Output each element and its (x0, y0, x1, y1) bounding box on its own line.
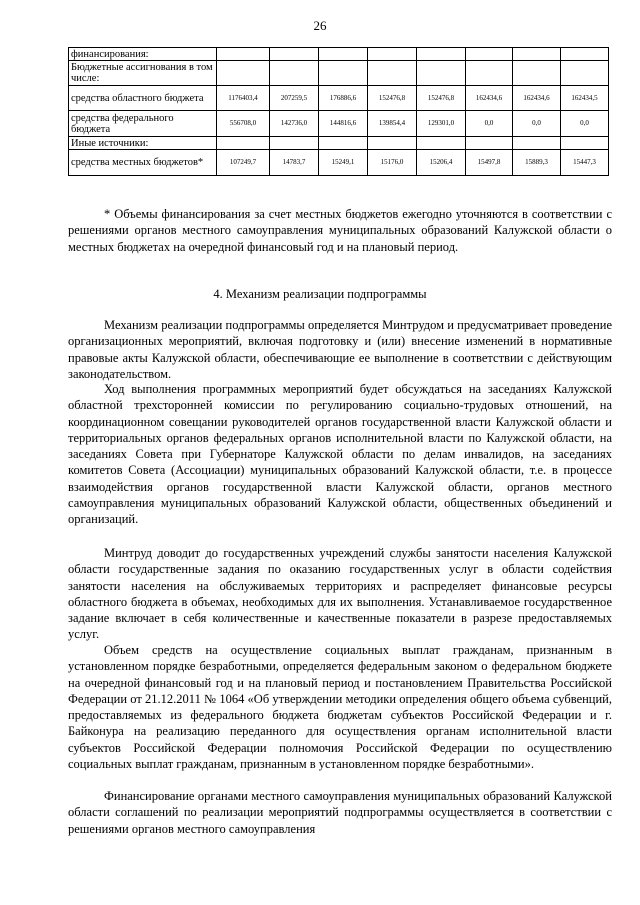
table-cell (270, 48, 319, 61)
table-cell: 15889,3 (513, 150, 561, 176)
table-cell: 152476,8 (368, 86, 417, 111)
table-cell (319, 137, 368, 150)
table-cell: 15497,8 (466, 150, 513, 176)
table-cell: 0,0 (513, 111, 561, 137)
table-cell (217, 137, 270, 150)
table-cell: 1176403,4 (217, 86, 270, 111)
table-cell (270, 61, 319, 86)
table-cell: 129301,0 (417, 111, 466, 137)
row-label: средства областного бюджета (69, 86, 217, 111)
paragraph-mechanism: Механизм реализации подпрограммы определяется Минтрудом и предусматривает проведение организационных мероприятий, включая подготовку и (или) внесение изменений в нормативные правовые акты Калужской области, обеспечивающие ее выполнение в соответствии с действующим законодательством. (68, 318, 612, 381)
table-cell: 15447,3 (561, 150, 609, 176)
financing-table (68, 47, 609, 176)
table-cell (319, 48, 368, 61)
table-cell (561, 137, 609, 150)
table-cell (513, 137, 561, 150)
table-row (69, 150, 609, 176)
table-cell: 176886,6 (319, 86, 368, 111)
page-number: 26 (313, 18, 327, 33)
table-cell: 15206,4 (417, 150, 466, 176)
row-label: финансирования: (69, 48, 217, 61)
table-cell: 556708,0 (217, 111, 270, 137)
table-cell (270, 137, 319, 150)
row-label: Бюджетные ассигнования в том числе: (69, 61, 217, 86)
table-cell (417, 48, 466, 61)
table-cell (561, 61, 609, 86)
table-cell: 15176,0 (368, 150, 417, 176)
table-cell: 14783,7 (270, 150, 319, 176)
table-cell (466, 61, 513, 86)
table-cell: 15249,1 (319, 150, 368, 176)
table-cell: 0,0 (561, 111, 609, 137)
table-row (69, 111, 609, 137)
table-cell: 144816,6 (319, 111, 368, 137)
row-label: средства местных бюджетов* (69, 150, 217, 176)
table-cell (217, 48, 270, 61)
table-cell: 162434,5 (561, 86, 609, 111)
table-cell: 162434,6 (466, 86, 513, 111)
table-row (69, 48, 609, 61)
table-cell: 139854,4 (368, 111, 417, 137)
table-cell: 152476,8 (417, 86, 466, 111)
table-cell: 0,0 (466, 111, 513, 137)
paragraph-mintrud: Минтруд доводит до государственных учреждений службы занятости населения Калужской области государственные задания по оказанию государственных услуг в области содействия занятости населения на обслуживаемых территориях и распределяет финансовые ресурсы областного бюджета в объемах, необходимых для их выполнения. Устанавливаемое государственное задание включает в себя количественные и качественные показатели в разрезе предоставляемых услуг. (68, 546, 612, 642)
table-cell: 107249,7 (217, 150, 270, 176)
paragraph-progress: Ход выполнения программных мероприятий будет обсуждаться на заседаниях Калужской областной трехсторонней комиссии по регулированию социально-трудовых отношений, на координационном совещании руководителей органов государственной власти Калужской области и территориальных органов федеральных органов исполнительной власти по Калужской области, на заседаниях Совета при Губернаторе Калужской области по делам инвалидов, на заседаниях комитетов Совета (Ассоциации) муниципальных образований Калужской области, т.е. в процессе взаимодействия органов государственной власти Калужской области, органов местного самоуправления муниципальных образований Калужской области, общественных объединений и организаций. (68, 382, 612, 527)
row-label: средства федерального бюджета (69, 111, 217, 137)
table-row (69, 61, 609, 86)
table-cell (417, 137, 466, 150)
row-label: Иные источники: (69, 137, 217, 150)
table-cell: 162434,6 (513, 86, 561, 111)
table-row (69, 86, 609, 111)
table-cell (466, 48, 513, 61)
paragraph-funding-volume: Объем средств на осуществление социальных выплат гражданам, признанным в установленном порядке безработными, определяется федеральным законом о федеральном бюджете на очередной финансовый год и на плановый период и постановлением Правительства Российской Федерации от 21.12.2011 № 1064 «Об утверждении методики определения общего объема субвенций, предоставляемых из федерального бюджета бюджетам субъектов Российской Федерации и г. Байконура на реализацию переданного для осуществления органам исполнительной власти субъектов Российской Федерации полномочия Российской Федерации по осуществлению социальных выплат гражданам, признанным в установленном порядке безработными». (68, 643, 612, 772)
section-heading: 4. Механизм реализации подпрограммы (213, 287, 427, 301)
table-cell (217, 61, 270, 86)
table-cell: 142736,0 (270, 111, 319, 137)
table-cell (368, 48, 417, 61)
table-cell (513, 61, 561, 86)
table-cell (561, 48, 609, 61)
table-row (69, 137, 609, 150)
table-cell (368, 137, 417, 150)
footnote: * Объемы финансирования за счет местных бюджетов ежегодно уточняются в соответствии с решениями органов местного самоуправления муниципальных образований Калужской области о местных бюджетах на очередной финансовый год и на плановый период. (68, 207, 612, 254)
table-cell (319, 61, 368, 86)
table-cell (368, 61, 417, 86)
table-cell: 207259,5 (270, 86, 319, 111)
table-cell (513, 48, 561, 61)
paragraph-municipal-financing: Финансирование органами местного самоуправления муниципальных образований Калужской области соглашений по реализации мероприятий подпрограммы осуществляется в соответствии с решениями органов местного самоуправления (68, 789, 612, 836)
table-cell (417, 61, 466, 86)
table-cell (466, 137, 513, 150)
